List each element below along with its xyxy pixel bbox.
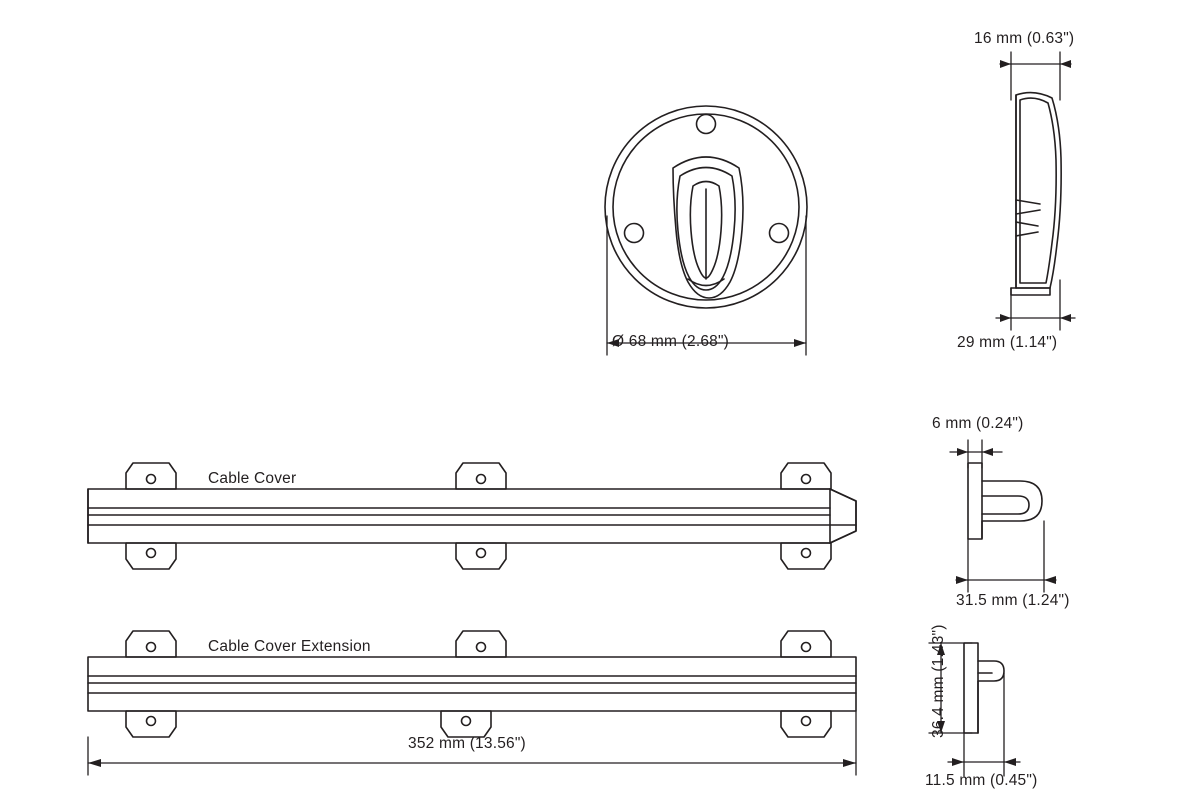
dimension-label-extension-width: 11.5 mm (0.45") bbox=[925, 772, 1038, 789]
dimension-label-wall-mount-depth-top: 16 mm (0.63") bbox=[974, 30, 1075, 47]
dimension-label-cover-thickness: 6 mm (0.24") bbox=[932, 415, 1024, 432]
cable-cover-cross-section bbox=[968, 463, 1042, 539]
dimension-label-cover-length: 352 mm (13.56") bbox=[408, 735, 526, 752]
wall-mount-side-view bbox=[1011, 93, 1061, 295]
wall-mount-front-view bbox=[605, 106, 807, 308]
cable-cover-extension-cross-section bbox=[964, 643, 1004, 733]
dimension-extension-width bbox=[948, 673, 1020, 776]
part-label-cable-cover-extension: Cable Cover Extension bbox=[208, 638, 371, 655]
dimension-cover-width bbox=[956, 521, 1056, 592]
dimension-label-cover-width: 31.5 mm (1.24") bbox=[956, 592, 1070, 609]
cable-cover-extension-front-view bbox=[88, 631, 856, 737]
part-label-cable-cover: Cable Cover bbox=[208, 470, 297, 487]
dimension-label-wall-mount-diameter: Ø 68 mm (2.68") bbox=[612, 333, 730, 350]
dimension-label-wall-mount-depth-bottom: 29 mm (1.14") bbox=[957, 334, 1058, 351]
cable-cover-front-view bbox=[88, 463, 856, 569]
dimension-label-extension-height: 36.4 mm (1.43") bbox=[930, 624, 947, 738]
